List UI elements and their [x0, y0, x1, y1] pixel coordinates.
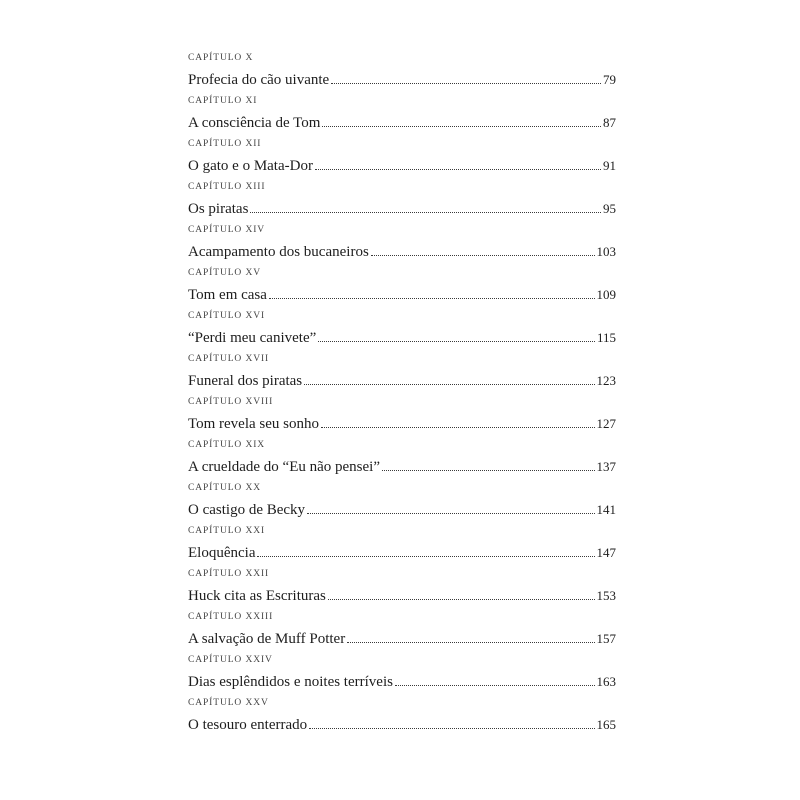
dot-leader [382, 470, 594, 471]
toc-entry [188, 697, 616, 740]
toc-line [188, 715, 616, 735]
page-number: 141 [596, 502, 616, 517]
toc-line [188, 199, 616, 219]
chapter-title: O tesouro enterrado [188, 717, 308, 733]
page-number: 91 [603, 158, 616, 173]
chapter-label: CAPÍTULO XXV [188, 698, 269, 708]
dot-leader [322, 126, 601, 127]
chapter-title: A crueldade do “Eu não pensei” [188, 459, 381, 475]
page-number: 137 [596, 459, 616, 474]
chapter-title: A salvação de Muff Potter [188, 631, 346, 647]
toc-entry [188, 525, 616, 568]
toc-entry [188, 138, 616, 181]
chapter-label: CAPÍTULO XXI [188, 526, 266, 536]
chapter-label: CAPÍTULO XII [188, 139, 262, 149]
chapter-label: CAPÍTULO XX [188, 483, 261, 493]
page-number: 147 [596, 545, 616, 560]
chapter-title: O gato e o Mata-Dor [188, 158, 313, 174]
toc-line [188, 672, 616, 692]
chapter-label: CAPÍTULO XVI [188, 311, 266, 321]
dot-leader [307, 513, 594, 514]
dot-leader [331, 83, 601, 84]
page-number: 79 [603, 72, 616, 87]
dot-leader [309, 728, 594, 729]
chapter-title: Funeral dos piratas [188, 373, 303, 389]
page-number: 123 [596, 373, 616, 388]
chapter-label: CAPÍTULO XVIII [188, 397, 274, 407]
dot-leader [250, 212, 601, 213]
chapter-label: CAPÍTULO XIII [188, 182, 266, 192]
dot-leader [321, 427, 594, 428]
page-number: 165 [596, 717, 616, 732]
toc-line [188, 70, 616, 90]
toc-entry [188, 267, 616, 310]
page-number: 127 [596, 416, 616, 431]
toc-entry [188, 611, 616, 654]
toc-entry [188, 52, 616, 95]
page-number: 95 [603, 201, 616, 216]
toc-line [188, 543, 616, 563]
dot-leader [257, 556, 594, 557]
chapter-title: Os piratas [188, 201, 249, 217]
toc-entry [188, 310, 616, 353]
dot-leader [269, 298, 595, 299]
toc-line [188, 156, 616, 176]
dot-leader [304, 384, 594, 385]
chapter-label: CAPÍTULO XXIV [188, 655, 273, 665]
toc-line [188, 285, 616, 305]
page-number: 115 [596, 330, 616, 345]
chapter-label: CAPÍTULO XXIII [188, 612, 274, 622]
toc-line [188, 113, 616, 133]
chapter-title: Huck cita as Escrituras [188, 588, 326, 604]
chapter-label: CAPÍTULO XVII [188, 354, 270, 364]
chapter-title: Acampamento dos bucaneiros [188, 244, 369, 260]
toc-line [188, 629, 616, 649]
dot-leader [395, 685, 595, 686]
chapter-title: O castigo de Becky [188, 502, 306, 518]
chapter-title: Tom revela seu sonho [188, 416, 320, 432]
dot-leader [328, 599, 595, 600]
toc-entry [188, 654, 616, 697]
table-of-contents [188, 52, 616, 740]
chapter-label: CAPÍTULO XXII [188, 569, 270, 579]
chapter-label: CAPÍTULO XIX [188, 440, 266, 450]
chapter-title: Profecia do cão uivante [188, 72, 330, 88]
page-number: 87 [603, 115, 616, 130]
chapter-label: CAPÍTULO XV [188, 268, 261, 278]
toc-entry [188, 439, 616, 482]
page-number: 109 [596, 287, 616, 302]
toc-line [188, 328, 616, 348]
dot-leader [318, 341, 595, 342]
chapter-label: CAPÍTULO XIV [188, 225, 266, 235]
chapter-title: Tom em casa [188, 287, 267, 303]
chapter-title: “Perdi meu canivete” [188, 330, 317, 346]
dot-leader [347, 642, 594, 643]
page-number: 157 [596, 631, 616, 646]
toc-entry [188, 482, 616, 525]
toc-line [188, 371, 616, 391]
toc-entry [188, 353, 616, 396]
toc-entry [188, 568, 616, 611]
toc-entry [188, 396, 616, 439]
chapter-label: CAPÍTULO X [188, 53, 254, 63]
chapter-title: A consciência de Tom [188, 115, 321, 131]
dot-leader [371, 255, 595, 256]
toc-line [188, 242, 616, 262]
toc-entry [188, 95, 616, 138]
toc-entry [188, 224, 616, 267]
toc-line [188, 500, 616, 520]
chapter-title: Dias esplêndidos e noites terríveis [188, 674, 393, 690]
toc-line [188, 586, 616, 606]
page-number: 103 [596, 244, 616, 259]
toc-line [188, 414, 616, 434]
toc-entry [188, 181, 616, 224]
chapter-label: CAPÍTULO XI [188, 96, 258, 106]
dot-leader [315, 169, 601, 170]
chapter-title: Eloquência [188, 545, 256, 561]
toc-line [188, 457, 616, 477]
page-number: 163 [596, 674, 616, 689]
page-number: 153 [596, 588, 616, 603]
